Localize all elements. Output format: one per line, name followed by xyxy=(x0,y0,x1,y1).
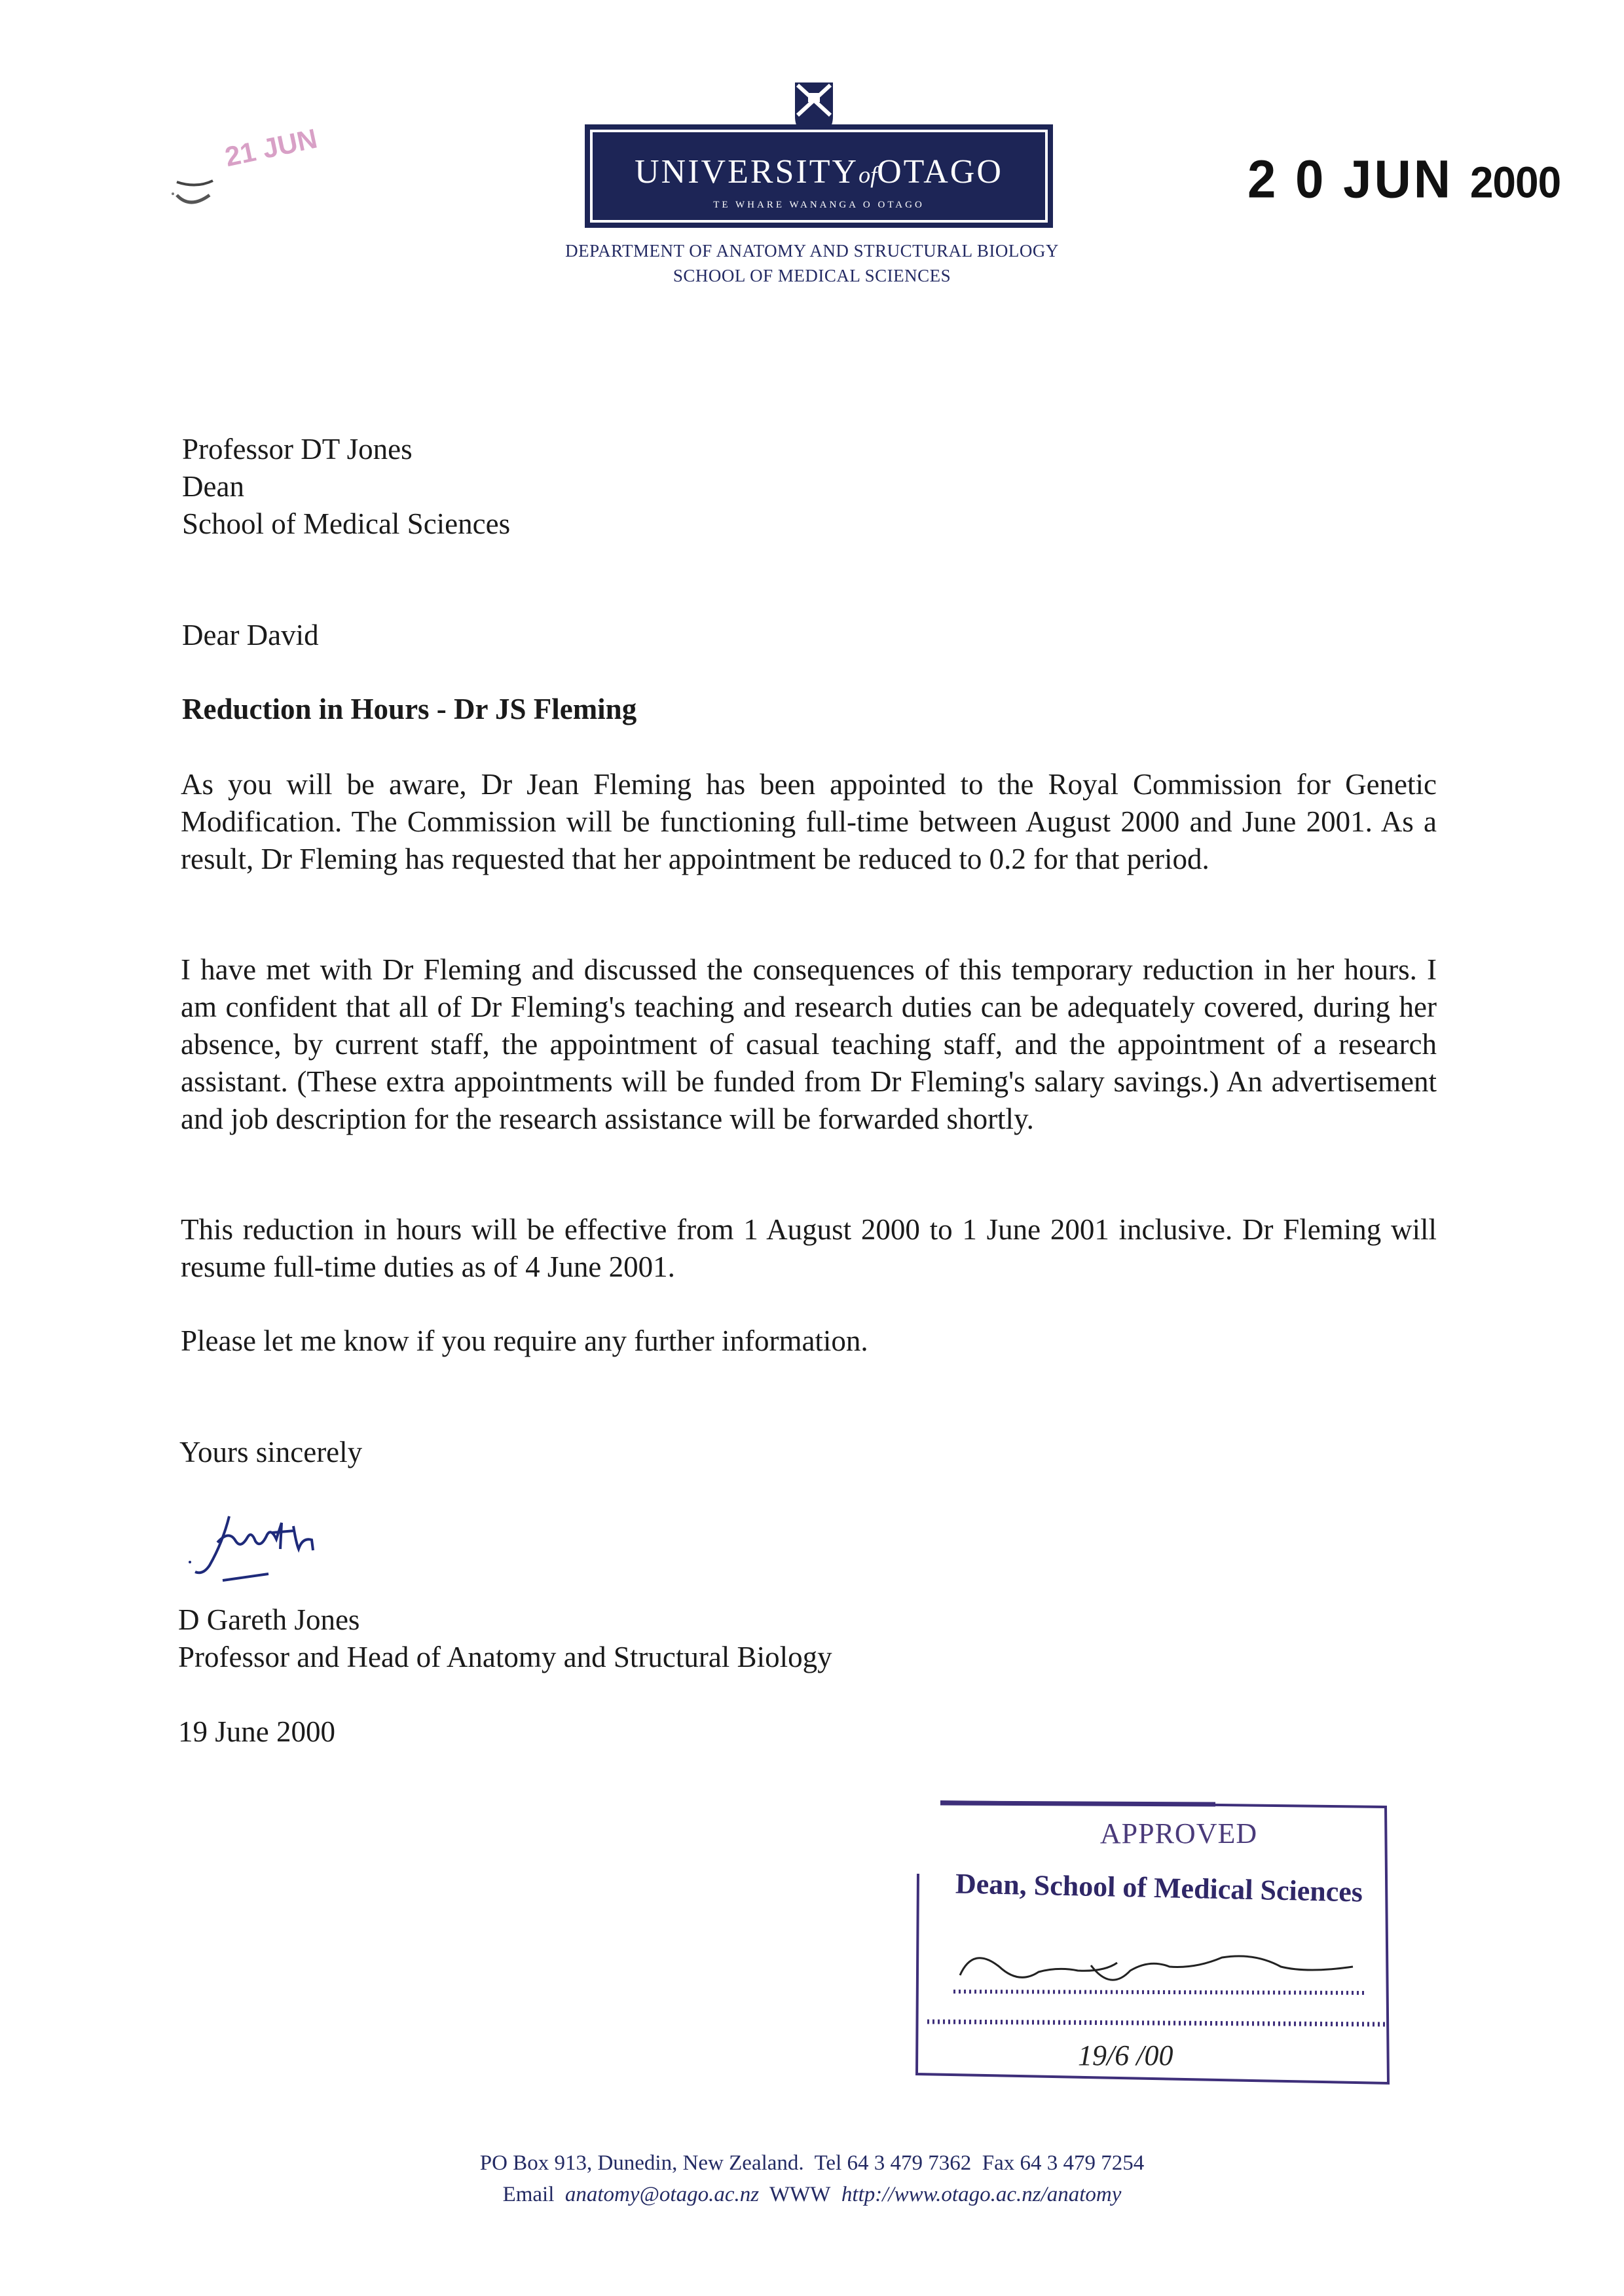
footer-fax: 64 3 479 7254 xyxy=(1020,2151,1145,2175)
footer-address: PO Box 913, Dunedin, New Zealand. xyxy=(479,2151,804,2175)
university-name-post: OTAGO xyxy=(877,153,1003,191)
recipient-school: School of Medical Sciences xyxy=(182,507,511,540)
approved-date: 19/6 /00 xyxy=(1078,2039,1173,2071)
approved-label: APPROVED xyxy=(1099,1817,1258,1850)
paragraph-1: As you will be aware, Dr Jean Fleming has been appointed to the Royal Commission for Genetic Modification. The Commission will be functioning full-time between August 2000 and June 2001. As a result, Dr Fleming has requested that her appointment be reduced to 0.2 for that period. xyxy=(181,768,1437,875)
letter-date: 19 June 2000 xyxy=(178,1715,335,1748)
university-logo-box xyxy=(585,124,1053,228)
footer-contact-line xyxy=(262,2151,1362,2176)
received-stamp xyxy=(164,110,373,221)
university-name xyxy=(587,153,1051,191)
sender-signature xyxy=(183,1503,393,1601)
paragraph-4: Please let me know if you require any further information. xyxy=(181,1324,868,1357)
footer-tel-label: Tel xyxy=(814,2151,842,2175)
university-maori-name: TE WHARE WANANGA O OTAGO xyxy=(713,200,925,210)
university-name-of: of xyxy=(858,162,877,188)
sender-position: Professor and Head of Anatomy and Structural Biology xyxy=(178,1641,832,1673)
footer-email[interactable]: anatomy@otago.ac.nz xyxy=(564,2183,760,2206)
closing: Yours sincerely xyxy=(179,1436,363,1468)
salutation: Dear David xyxy=(182,619,319,651)
received-stamp-text: 21 JUN xyxy=(222,122,320,173)
letter-subject: Reduction in Hours - Dr JS Fleming xyxy=(182,693,637,725)
sender-name: D Gareth Jones xyxy=(178,1603,360,1636)
footer-tel: 64 3 479 7362 xyxy=(847,2151,972,2175)
recipient-title: Dean xyxy=(182,470,244,503)
school-name: SCHOOL OF MEDICAL SCIENCES xyxy=(673,266,951,285)
department-name: DEPARTMENT OF ANATOMY AND STRUCTURAL BIOLOGY xyxy=(565,241,1059,261)
recipient-name: Professor DT Jones xyxy=(182,433,413,465)
university-name-pre: UNIVERSITY xyxy=(635,153,859,191)
paragraph-2: I have met with Dr Fleming and discussed the consequences of this temporary reduction in her hours. I am confident that all of Dr Fleming's teaching and research duties can be adequately covered, during her absence, by current staff, the appointment of casual teaching staff, and the appointment of a research assistant. (These extra appointments will be funded from Dr Fleming's salary savings.) An advertisement and job description for the research assistance will be forwarded shortly. xyxy=(181,953,1437,1135)
footer-email-label: Email xyxy=(502,2183,555,2206)
date-stamp xyxy=(1247,148,1560,211)
footer-www[interactable]: http://www.otago.ac.nz/anatomy xyxy=(841,2183,1122,2206)
paragraph-3: This reduction in hours will be effective from 1 August 2000 to 1 June 2001 inclusive. Dr Fleming will resume full-time duties as of 4 June 2001. xyxy=(181,1213,1437,1283)
date-stamp-day-month: 2 0 JUN xyxy=(1247,148,1454,210)
footer-web-line xyxy=(262,2183,1362,2207)
date-stamp-year: 2000 xyxy=(1469,157,1561,208)
footer-www-label: WWW xyxy=(769,2183,831,2206)
footer-fax-label: Fax xyxy=(982,2151,1015,2175)
approved-by-label: Dean, School of Medical Sciences xyxy=(955,1867,1363,1908)
